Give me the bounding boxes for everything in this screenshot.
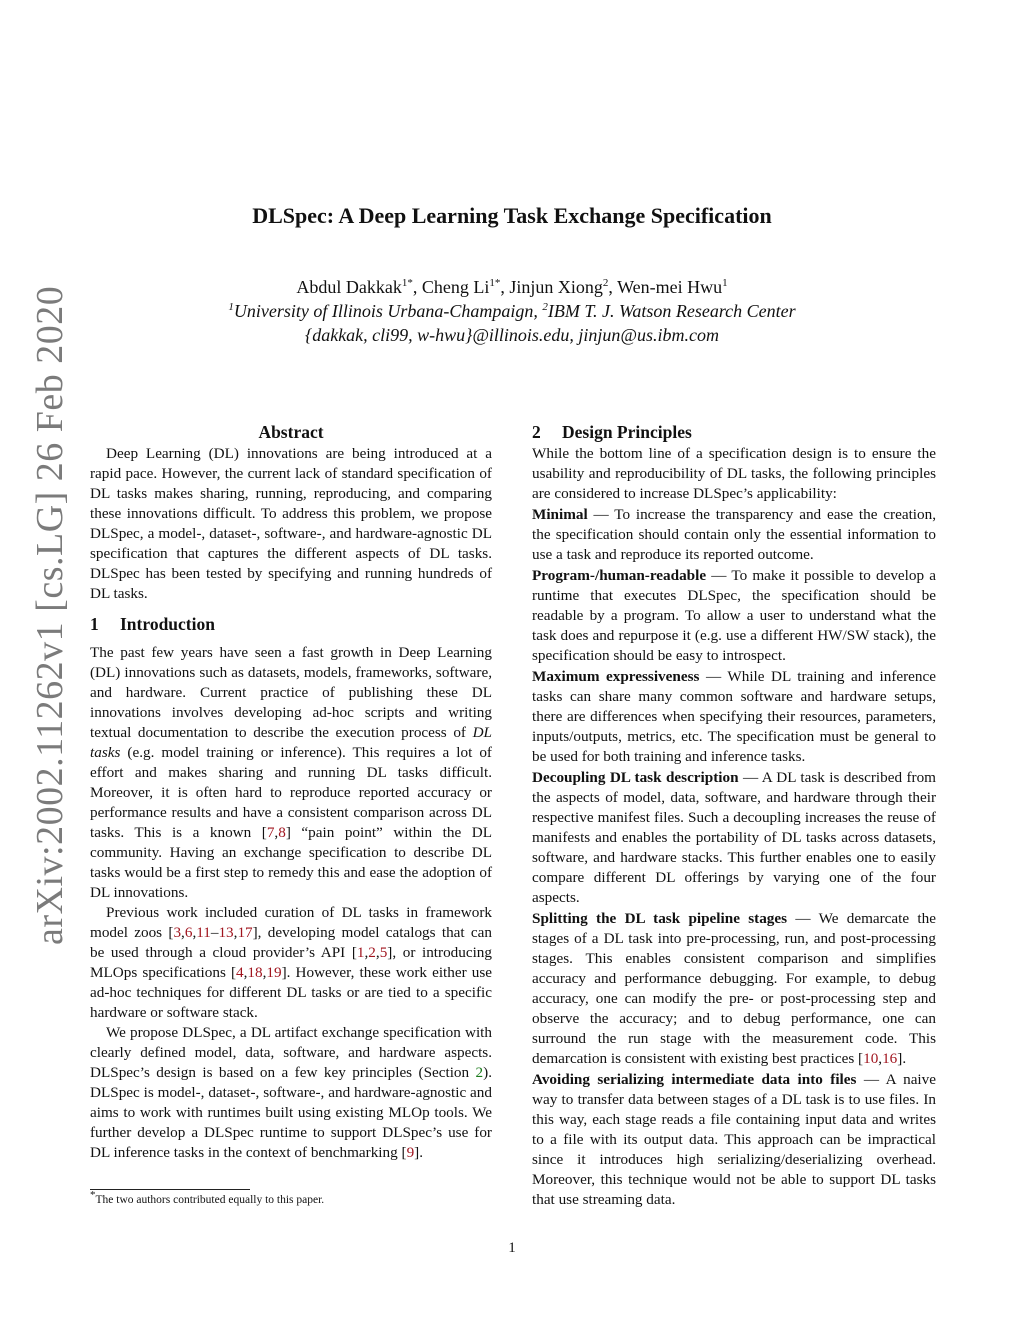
- text-run: ].: [414, 1144, 424, 1161]
- text-run: (e.g. model training or inference). This requires a lot of effort and makes sharing and running DL tasks difficult. Moreover, it is often hard to reproduce reported accuracy or performance results and have a consistent comparison across DL tasks. This is a known [: [90, 744, 492, 841]
- citation-link[interactable]: 6: [184, 924, 193, 941]
- citation-link[interactable]: 13: [218, 924, 234, 941]
- principle-text: — To make it possible to develop a runtime that executes DLSpec, the specification should be readable by a program. To allow a user to understand what the task does and repurpose it (e.g. use a different HW/SW stack), the specification should be easy to introspect.: [532, 567, 936, 664]
- citation-link[interactable]: 10: [863, 1050, 879, 1067]
- principle-avoid-serializing: [532, 1070, 936, 1210]
- citation-link[interactable]: 17: [237, 924, 253, 941]
- citation-link[interactable]: 1: [356, 944, 365, 961]
- principle-term: Avoiding serializing intermediate data into files: [532, 1071, 857, 1088]
- principle-text: — To increase the transparency and ease the creation, the specification should contain only the essential information to use a task and reproduce its reported outcome.: [532, 506, 936, 563]
- principle-expressiveness: [532, 667, 936, 767]
- footnote-text: The two authors contributed equally to this paper.: [95, 1194, 325, 1206]
- section-title: Introduction: [120, 614, 215, 634]
- section-heading-design-principles: [532, 421, 936, 443]
- section-number: 1: [90, 614, 99, 634]
- section-number: 2: [532, 422, 541, 442]
- intro-paragraph-1: The past few years have seen a fast growth in Deep Learning (DL) innovations such as datasets, models, frameworks, software, and hardware. Current practice of publishing these DL innovations involves developing ad-hoc scripts and writing textual documentation to describe the execution process of DL tasks (e.g. model training or inference). This requires a lot of effort and makes sharing and running DL tasks difficult. Moreover, it is often hard to reproduce reported accuracy or performance results and have a consistent comparison across DL tasks. This is a known [7,8] “pain point” within the DL community. Having an exchange specification to describe DL tasks would be a first step to remedy this and ease the adoption of DL innovations.: [90, 644, 492, 901]
- principle-minimal: [532, 505, 936, 565]
- footnote-mark: *: [90, 1189, 96, 1202]
- footnote: [90, 1189, 325, 1208]
- arxiv-stamp: arXiv:2002.11262v1 [cs.LG] 26 Feb 2020: [29, 285, 71, 945]
- principle-text: — A DL task is described from the aspects of model, data, software, and hardware through their respective manifest files. Such a decoupling increases the reuse of manifests and enables the portability of DL tasks across datasets, software, and hardware stacks. This further enables one to easily compare different DL offerings by varying one of the four aspects.: [532, 769, 936, 906]
- author-mark: 1: [722, 277, 728, 289]
- text-run: ]. However, these work either use ad-hoc techniques for different DL tasks or are tied to a specific hardware or software stack.: [90, 964, 492, 1021]
- author-name: Jinjun Xiong: [509, 277, 603, 297]
- author-name: Wen-mei Hwu: [617, 277, 723, 297]
- principle-term: Minimal: [532, 506, 588, 523]
- principle-text: — A naive way to transfer data between stages of a DL task is to use files. In this way, each stage reads a file containing input data and writes to a file with its output data. This approach can be impractical since it introduces high serializing/deserializing overhead. Moreover, this technique would not be able to support DL tasks that use streaming data.: [532, 1071, 936, 1208]
- citation-link[interactable]: 18: [247, 964, 263, 981]
- intro-paragraph-2: Previous work included curation of DL tasks in framework model zoos [3,6,11–13,17], developing model catalogs that can be used through a cloud provider’s API [1,2,5], or introducing MLOps specifications [4,18,19]. However, these work either use ad-hoc techniques for different DL tasks or are tied to a specific hardware or software stack.: [90, 904, 492, 1021]
- principle-term: Splitting the DL task pipeline stages: [532, 910, 788, 927]
- text-run: ], or introducing MLOps specifications [: [90, 944, 492, 981]
- author-name: Cheng Li: [421, 277, 490, 297]
- page-number: 1: [508, 1240, 516, 1256]
- author-list: Abdul Dakkak$^{1*}$, Cheng $Li^{1*}$, Jinjun Xiong$^2$, Wen-mei Hwu$^1$: [296, 277, 728, 297]
- citation-link[interactable]: 16: [882, 1050, 898, 1067]
- affiliations: [0, 301, 1024, 322]
- citation-link[interactable]: 9: [406, 1144, 415, 1161]
- intro-paragraph-3: [90, 1023, 492, 1163]
- left-column: [90, 421, 492, 1163]
- citation-link[interactable]: 2: [368, 944, 376, 961]
- citation-link[interactable]: 11: [196, 924, 211, 941]
- author-mark: 1*: [489, 277, 501, 289]
- author-mark: 1*: [401, 277, 413, 289]
- footnote-divider: [90, 1189, 250, 1190]
- principle-text: — We demarcate the stages of a DL task into pre-processing, run, and post-processing stages. This enables consistent comparison and simplifies accuracy and performance debugging. For example, to debug accuracy, one can modify the pre- or post-processing step and observe the accuracy; and to debug performance, one can surround the run stage with the measurement code. This demarcation is consistent with existing best practices [: [532, 910, 936, 1067]
- text-run: ].: [897, 1050, 907, 1067]
- abstract-heading: Abstract: [258, 422, 324, 442]
- principle-splitting: Splitting the DL task pipeline stages — We demarcate the stages of a DL task into pre-processing, run, and post-processing stages. This enables consistent comparison and simplifies accuracy and performance debugging. For example, to debug accuracy, one can modify the pre- or post-processing step and observe the accuracy; and to debug performance, one can surround the run stage with the measurement code. This demarcation is consistent with existing best practices [10,16].: [532, 910, 936, 1067]
- text-run: The past few years have seen a fast growth in Deep Learning (DL) innovations such as datasets, models, frameworks, software, and hardware. Current practice of publishing these DL innovations involves developing ad-hoc scripts and writing textual documentation to describe the execution process of: [90, 644, 492, 741]
- affiliation-mark: 2: [542, 301, 548, 313]
- citation-link[interactable]: 4: [236, 964, 244, 981]
- design-intro: While the bottom line of a specification design is to ensure the usability and reproducibility of DL tasks, the following principles are considered to increase DLSpec’s applicability:: [532, 445, 936, 502]
- principle-term: Program-/human-readable: [532, 567, 707, 584]
- section-title: Design Principles: [562, 422, 692, 442]
- affiliation-name: University of Illinois Urbana-Champaign,: [233, 301, 538, 321]
- principle-decoupling: [532, 768, 936, 908]
- text-run: We propose DLSpec, a DL artifact exchange specification with clearly defined model, data, software, and hardware aspects. DLSpec’s design is based on a few key principles (Section: [90, 1024, 492, 1081]
- abstract-text: Deep Learning (DL) innovations are being introduced at a rapid pace. However, the current lack of standard specification of DL tasks makes sharing, running, reproducing, and comparing these innovations difficult. To address this problem, we propose DLSpec, a model-, dataset-, software-, and hardware-agnostic DL specification that captures the different aspects of DL tasks. DLSpec has been tested by specifying and running hundreds of DL tasks.: [90, 445, 492, 602]
- section-heading-introduction: [90, 613, 492, 635]
- emphasis-text: DL tasks: [90, 724, 492, 761]
- text-run: Previous work included curation of DL tasks in framework model zoos [: [90, 904, 492, 941]
- text-run: ], developing model catalogs that can be used through a cloud provider’s API [: [90, 924, 492, 961]
- paper-title: DLSpec: A Deep Learning Task Exchange Specification: [252, 203, 772, 228]
- author-mark: 2: [602, 277, 609, 289]
- principle-term: Decoupling DL task description: [532, 769, 739, 786]
- author-name: Abdul Dakkak: [296, 277, 402, 297]
- text-run: ). DLSpec is model-, dataset-, software-, and hardware-agnostic and aims to work with runtimes built using existing MLOp tools. We further develop a DLSpec runtime to support DLSpec’s use for DL inference tasks in the context of benchmarking [: [90, 1064, 492, 1161]
- section-link[interactable]: 2: [475, 1064, 484, 1081]
- citation-link[interactable]: 3: [173, 924, 182, 941]
- affiliation-name: IBM T. J. Watson Research Center: [547, 301, 796, 321]
- citation-link[interactable]: 5: [379, 944, 388, 961]
- citation-link[interactable]: 8: [278, 824, 286, 841]
- affiliation-mark: 1: [228, 301, 234, 313]
- text-run: ] “pain point” within the DL community. Having an exchange specification to describe DL tasks would be a first step to remedy this and ease the adoption of DL innovations.: [90, 824, 492, 901]
- citation-link[interactable]: 19: [266, 964, 282, 981]
- principle-term: Maximum expressiveness: [532, 668, 700, 685]
- citation-link[interactable]: 7: [266, 824, 275, 841]
- principle-text: — While DL training and inference tasks can share many common software and hardware setups, there are differences when specifying their resources, parameters, inputs/outputs, metrics, etc. The specification must be general to be used for both training and inference tasks.: [532, 668, 936, 765]
- principle-readable: [532, 566, 936, 666]
- right-column: [532, 421, 936, 1210]
- author-emails: {dakkak, cli99, w-hwu}@illinois.edu, jinjun@us.ibm.com: [305, 325, 719, 345]
